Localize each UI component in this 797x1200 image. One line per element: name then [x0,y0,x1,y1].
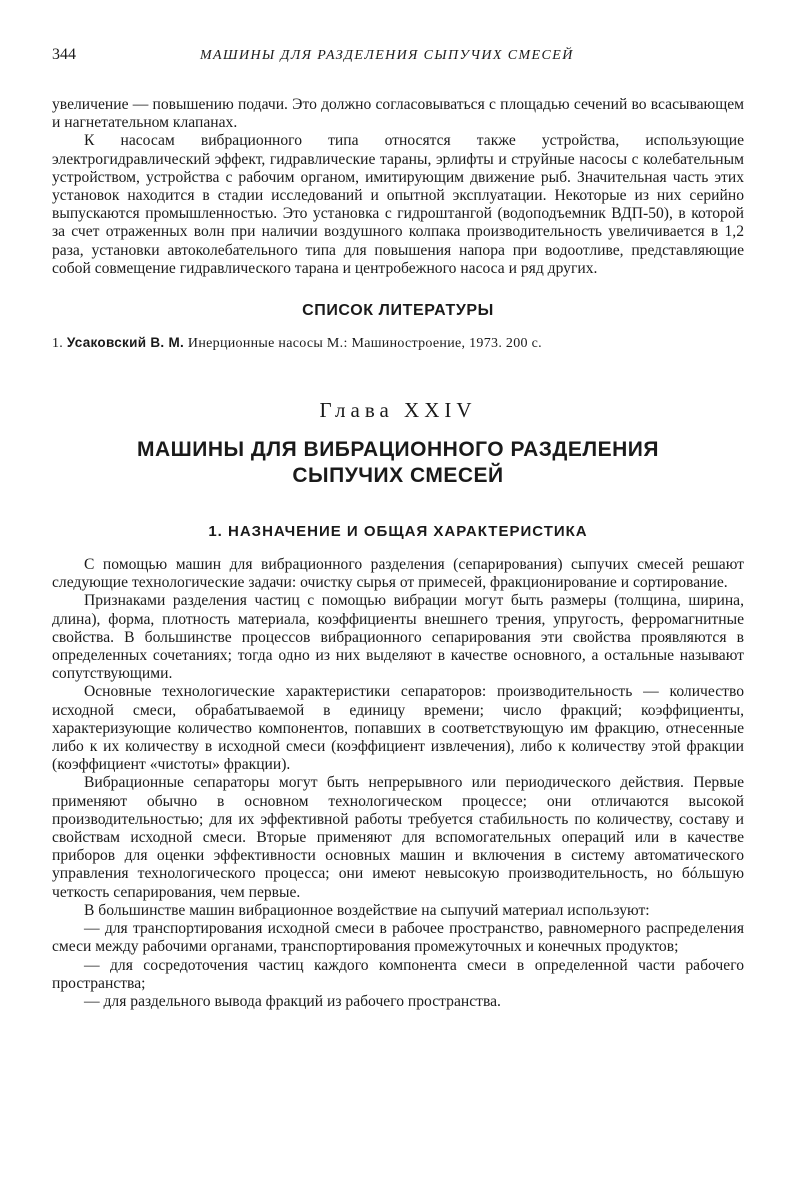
intro-paragraph: увеличение — повышению подачи. Это должно согласовываться с площадью сечений во всасывающем и нагнетательном клапанах. [52,96,744,132]
literature-item-text: Инерционные насосы М.: Машиностроение, 1973. 200 с. [187,336,542,352]
body-paragraph: С помощью машин для вибрационного разделения (сепарирования) сыпучих смесей решают следующие технологические задачи: очистку сырья от примесей, фракционирование и сортирование. [52,556,744,592]
section-body [52,556,744,1011]
section-title: 1. НАЗНАЧЕНИЕ И ОБЩАЯ ХАРАКТЕРИСТИКА [208,523,588,541]
running-title: МАШИНЫ ДЛЯ РАЗДЕЛЕНИЯ СЫПУЧИХ СМЕСЕЙ [200,48,574,63]
intro-text [52,96,744,278]
intro-paragraph: К насосам вибрационного типа относятся также устройства, использующие электрогидравлический эффект, гидравлические тараны, эрлифты и струйные насосы с колебательным устройством, устройства с рабочим органом, имитирующим движение рыб. Значительная часть этих установок находится в стадии исследований и опытной эксплуатации. Некоторые из них серийно выпускаются промышленностью. Это установка с гидроштангой (водоподъемник ВДП-50), в которой за счет отраженных волн при наличии воздушного колпака производительность увеличивается в 1,2 раза, установки автоколебательного типа для повышения напора при водоотливе, представляющие собой совмещение гидравлического тарана и центробежного насоса и ряд других. [52,132,744,277]
book-page [52,44,744,1011]
body-paragraph: Вибрационные сепараторы могут быть непрерывного или периодического действия. Первые применяют обычно в основном технологическом процессе; они отличаются высокой производительностью; для их эффективной работы требуется стабильность по количеству, составу и свойствам исходной смеси. Вторые применяют для вспомогательных операций или в качестве приборов для оценки эффективности основных машин и включения в систему автоматического управления технологического процесса; они имеют невысокую производительность, но бóльшую четкость сепарирования, чем первые. [52,774,744,901]
page-number: 344 [52,46,76,63]
body-paragraph: В большинстве машин вибрационное воздействие на сыпучий материал используют: [84,901,650,919]
literature-item [52,334,744,352]
chapter-title [52,437,744,489]
list-item: — для сосредоточения частиц каждого компонента смеси в определенной части рабочего пространства; [52,956,744,992]
list-item: — для транспортирования исходной смеси в рабочее пространство, равномерного распределения смеси между рабочими органами, транспортирования промежуточных и конечных продуктов; [52,920,744,956]
list-item: — для раздельного вывода фракций из рабочего пространства. [84,992,501,1010]
chapter-title-line: МАШИНЫ ДЛЯ ВИБРАЦИОННОГО РАЗДЕЛЕНИЯ [137,438,659,462]
chapter-label: Глава XXIV [319,398,477,423]
literature-item-author: Усаковский В. М. [66,335,185,351]
literature-heading: СПИСОК ЛИТЕРАТУРЫ [302,302,494,320]
body-paragraph: Признаками разделения частиц с помощью вибрации могут быть размеры (толщина, ширина, длина), форма, плотность материала, коэффициенты внешнего трения, упругость, ферромагнитные свойства. В большинстве процессов вибрационного сепарирования эти свойства проявляются в определенных сочетаниях; тогда одно из них выделяют в качестве основного, а остальные называют сопутствующими. [52,592,744,683]
body-paragraph: Основные технологические характеристики сепараторов: производительность — количество исходной смеси, обрабатываемой в единицу времени; число фракций; коэффициенты, характеризующие количество компонентов, попавших в соответствующую им фракцию, отнесенные либо к их количеству в исходной смеси (коэффициент извлечения), либо к количеству этой фракции (коэффициент «чистоты» фракции). [52,683,744,774]
literature-item-number: 1. [52,336,64,352]
running-head [52,44,744,68]
chapter-title-line: СЫПУЧИХ СМЕСЕЙ [292,464,504,488]
